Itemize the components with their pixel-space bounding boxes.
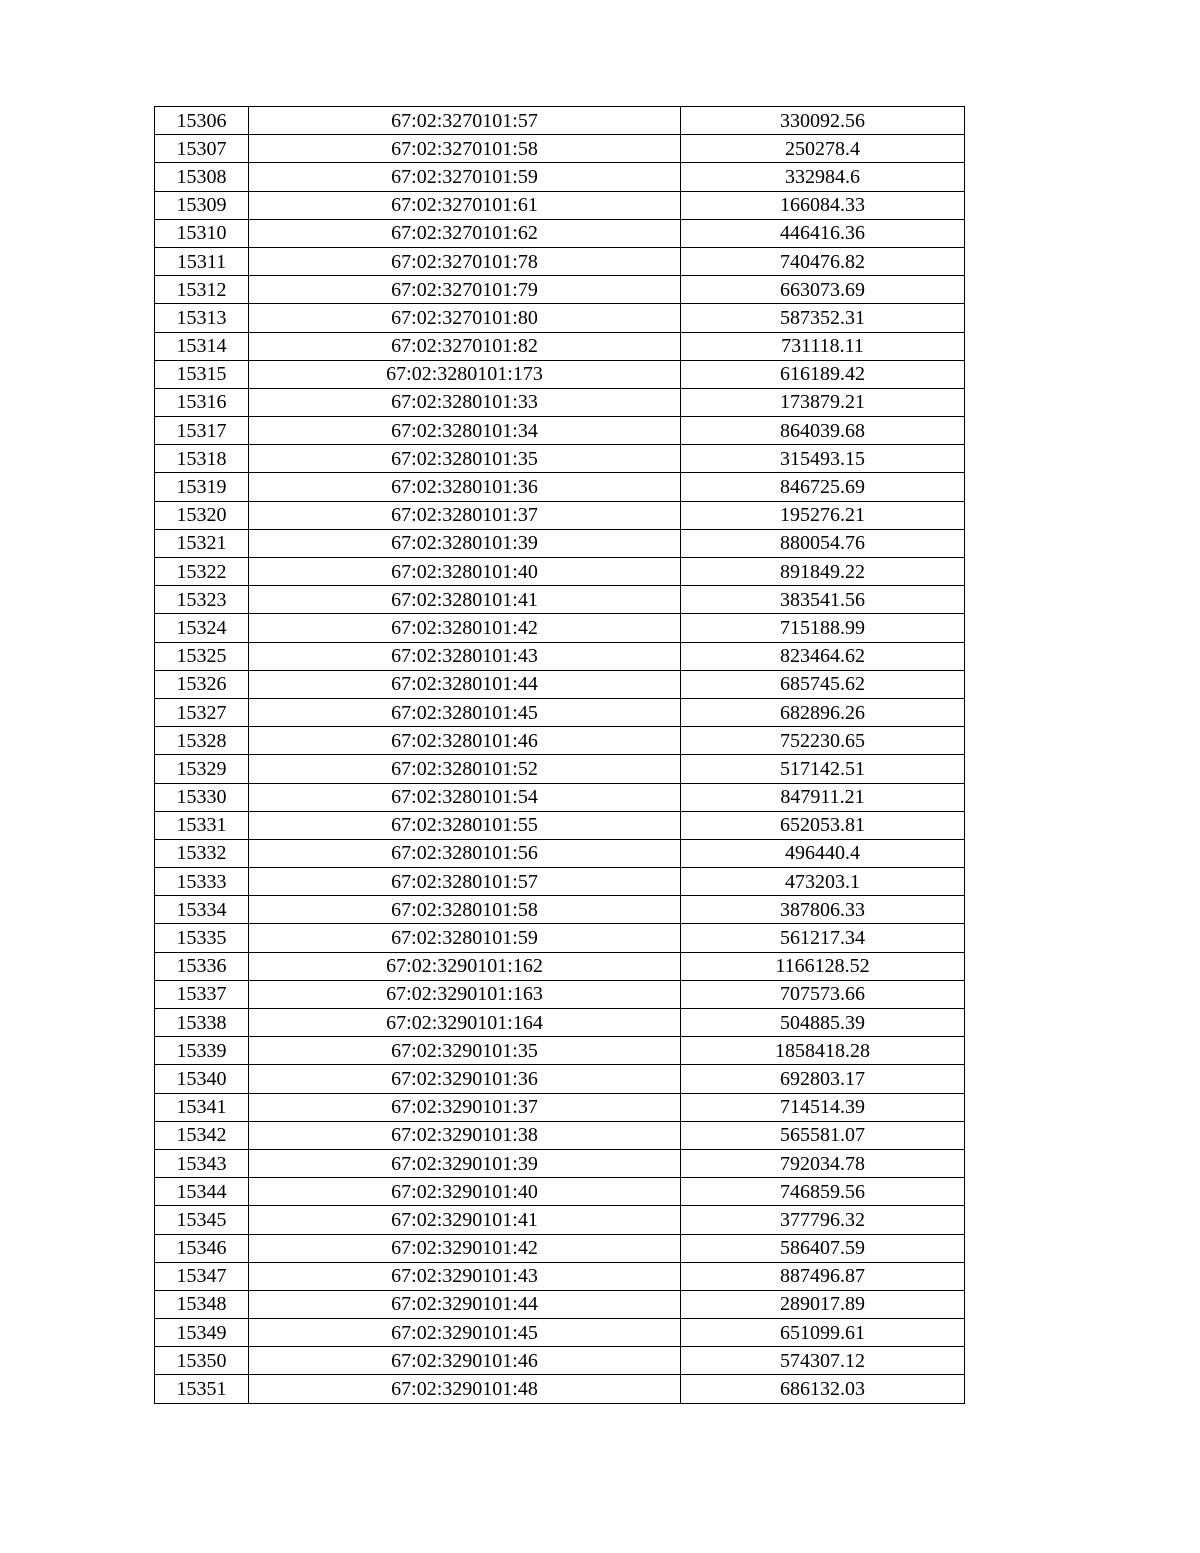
cadastral-number-cell: 67:02:3290101:42: [249, 1234, 681, 1262]
row-number-cell: 15329: [155, 755, 249, 783]
table-row: [155, 1290, 965, 1318]
row-number-cell: 15320: [155, 501, 249, 529]
row-number-cell: 15350: [155, 1347, 249, 1375]
cadastral-number-cell: 67:02:3280101:59: [249, 924, 681, 952]
value-cell: 446416.36: [681, 219, 965, 247]
table-row: [155, 360, 965, 388]
value-cell: 587352.31: [681, 304, 965, 332]
row-number-cell: 15322: [155, 558, 249, 586]
table-row: [155, 1065, 965, 1093]
row-number-cell: 15306: [155, 107, 249, 135]
row-number-cell: 15341: [155, 1093, 249, 1121]
value-cell: 565581.07: [681, 1121, 965, 1149]
row-number-cell: 15307: [155, 135, 249, 163]
cadastral-number-cell: 67:02:3290101:35: [249, 1037, 681, 1065]
cadastral-number-cell: 67:02:3290101:164: [249, 1009, 681, 1037]
value-cell: 517142.51: [681, 755, 965, 783]
cadastral-number-cell: 67:02:3280101:41: [249, 586, 681, 614]
value-cell: 387806.33: [681, 896, 965, 924]
value-cell: 1166128.52: [681, 952, 965, 980]
cadastral-number-cell: 67:02:3280101:46: [249, 727, 681, 755]
value-cell: 731118.11: [681, 332, 965, 360]
row-number-cell: 15345: [155, 1206, 249, 1234]
table-row: [155, 924, 965, 952]
cadastral-number-cell: 67:02:3290101:39: [249, 1149, 681, 1177]
cadastral-number-cell: 67:02:3290101:162: [249, 952, 681, 980]
row-number-cell: 15312: [155, 276, 249, 304]
row-number-cell: 15335: [155, 924, 249, 952]
value-cell: 792034.78: [681, 1149, 965, 1177]
value-cell: 195276.21: [681, 501, 965, 529]
value-cell: 864039.68: [681, 417, 965, 445]
cadastral-number-cell: 67:02:3280101:58: [249, 896, 681, 924]
cadastral-number-cell: 67:02:3280101:42: [249, 614, 681, 642]
value-cell: 1858418.28: [681, 1037, 965, 1065]
row-number-cell: 15336: [155, 952, 249, 980]
table-row: [155, 191, 965, 219]
row-number-cell: 15311: [155, 247, 249, 275]
table-row: [155, 1037, 965, 1065]
table-row: [155, 896, 965, 924]
row-number-cell: 15316: [155, 388, 249, 416]
table-row: [155, 445, 965, 473]
table-row: [155, 501, 965, 529]
row-number-cell: 15313: [155, 304, 249, 332]
table-row: [155, 304, 965, 332]
row-number-cell: 15348: [155, 1290, 249, 1318]
value-cell: 330092.56: [681, 107, 965, 135]
value-cell: 616189.42: [681, 360, 965, 388]
value-cell: 496440.4: [681, 839, 965, 867]
row-number-cell: 15308: [155, 163, 249, 191]
cadastral-number-cell: 67:02:3280101:52: [249, 755, 681, 783]
cadastral-number-cell: 67:02:3290101:41: [249, 1206, 681, 1234]
row-number-cell: 15343: [155, 1149, 249, 1177]
value-cell: 561217.34: [681, 924, 965, 952]
table-row: [155, 1347, 965, 1375]
cadastral-number-cell: 67:02:3270101:59: [249, 163, 681, 191]
row-number-cell: 15337: [155, 980, 249, 1008]
table-row: [155, 1149, 965, 1177]
cadastral-number-cell: 67:02:3280101:45: [249, 698, 681, 726]
row-number-cell: 15331: [155, 811, 249, 839]
row-number-cell: 15330: [155, 783, 249, 811]
cadastral-number-cell: 67:02:3280101:173: [249, 360, 681, 388]
table-row: [155, 783, 965, 811]
table-row: [155, 1234, 965, 1262]
table-row: [155, 868, 965, 896]
cadastral-number-cell: 67:02:3270101:61: [249, 191, 681, 219]
cadastral-number-cell: 67:02:3290101:38: [249, 1121, 681, 1149]
cadastral-number-cell: 67:02:3270101:57: [249, 107, 681, 135]
value-cell: 740476.82: [681, 247, 965, 275]
cadastral-number-cell: 67:02:3280101:44: [249, 670, 681, 698]
value-cell: 847911.21: [681, 783, 965, 811]
table-row: [155, 163, 965, 191]
table-row: [155, 332, 965, 360]
row-number-cell: 15325: [155, 642, 249, 670]
table-row: [155, 529, 965, 557]
cadastral-number-cell: 67:02:3290101:40: [249, 1178, 681, 1206]
cadastral-number-cell: 67:02:3280101:55: [249, 811, 681, 839]
cadastral-number-cell: 67:02:3290101:36: [249, 1065, 681, 1093]
table-row: [155, 586, 965, 614]
cadastral-number-cell: 67:02:3290101:163: [249, 980, 681, 1008]
table-row: [155, 1178, 965, 1206]
value-cell: 652053.81: [681, 811, 965, 839]
row-number-cell: 15338: [155, 1009, 249, 1037]
row-number-cell: 15342: [155, 1121, 249, 1149]
value-cell: 651099.61: [681, 1319, 965, 1347]
row-number-cell: 15309: [155, 191, 249, 219]
cadastral-number-cell: 67:02:3280101:37: [249, 501, 681, 529]
row-number-cell: 15340: [155, 1065, 249, 1093]
table-row: [155, 276, 965, 304]
table-row: [155, 980, 965, 1008]
table-row: [155, 614, 965, 642]
table-row: [155, 1319, 965, 1347]
row-number-cell: 15351: [155, 1375, 249, 1403]
cadastral-number-cell: 67:02:3290101:46: [249, 1347, 681, 1375]
cadastral-number-cell: 67:02:3270101:62: [249, 219, 681, 247]
row-number-cell: 15323: [155, 586, 249, 614]
table-row: [155, 1093, 965, 1121]
cadastral-number-cell: 67:02:3270101:79: [249, 276, 681, 304]
row-number-cell: 15327: [155, 698, 249, 726]
value-cell: 250278.4: [681, 135, 965, 163]
cadastral-number-cell: 67:02:3280101:35: [249, 445, 681, 473]
value-cell: 686132.03: [681, 1375, 965, 1403]
value-cell: 714514.39: [681, 1093, 965, 1121]
value-cell: 746859.56: [681, 1178, 965, 1206]
row-number-cell: 15324: [155, 614, 249, 642]
table-row: [155, 839, 965, 867]
value-cell: 663073.69: [681, 276, 965, 304]
table-body: [155, 107, 965, 1404]
row-number-cell: 15328: [155, 727, 249, 755]
row-number-cell: 15339: [155, 1037, 249, 1065]
row-number-cell: 15349: [155, 1319, 249, 1347]
row-number-cell: 15332: [155, 839, 249, 867]
table-row: [155, 1121, 965, 1149]
value-cell: 752230.65: [681, 727, 965, 755]
table-row: [155, 1262, 965, 1290]
value-cell: 707573.66: [681, 980, 965, 1008]
value-cell: 377796.32: [681, 1206, 965, 1234]
cadastral-number-cell: 67:02:3270101:78: [249, 247, 681, 275]
cadastral-number-cell: 67:02:3280101:57: [249, 868, 681, 896]
table-row: [155, 1375, 965, 1403]
value-cell: 846725.69: [681, 473, 965, 501]
cadastral-number-cell: 67:02:3280101:33: [249, 388, 681, 416]
table-row: [155, 642, 965, 670]
row-number-cell: 15347: [155, 1262, 249, 1290]
value-cell: 315493.15: [681, 445, 965, 473]
value-cell: 332984.6: [681, 163, 965, 191]
cadastral-number-cell: 67:02:3280101:39: [249, 529, 681, 557]
row-number-cell: 15326: [155, 670, 249, 698]
row-number-cell: 15314: [155, 332, 249, 360]
row-number-cell: 15321: [155, 529, 249, 557]
table-row: [155, 558, 965, 586]
row-number-cell: 15318: [155, 445, 249, 473]
table-row: [155, 1206, 965, 1234]
value-cell: 891849.22: [681, 558, 965, 586]
table-row: [155, 755, 965, 783]
value-cell: 823464.62: [681, 642, 965, 670]
row-number-cell: 15333: [155, 868, 249, 896]
value-cell: 887496.87: [681, 1262, 965, 1290]
table-row: [155, 219, 965, 247]
value-cell: 504885.39: [681, 1009, 965, 1037]
value-cell: 715188.99: [681, 614, 965, 642]
value-cell: 173879.21: [681, 388, 965, 416]
cadastral-number-cell: 67:02:3270101:80: [249, 304, 681, 332]
cadastral-number-cell: 67:02:3290101:43: [249, 1262, 681, 1290]
table-row: [155, 417, 965, 445]
cadastral-number-cell: 67:02:3290101:37: [249, 1093, 681, 1121]
table-row: [155, 698, 965, 726]
table-row: [155, 1009, 965, 1037]
value-cell: 685745.62: [681, 670, 965, 698]
value-cell: 682896.26: [681, 698, 965, 726]
table-row: [155, 388, 965, 416]
value-cell: 586407.59: [681, 1234, 965, 1262]
cadastral-number-cell: 67:02:3280101:56: [249, 839, 681, 867]
table-row: [155, 473, 965, 501]
cadastral-number-cell: 67:02:3270101:58: [249, 135, 681, 163]
table-row: [155, 135, 965, 163]
cadastral-number-cell: 67:02:3280101:36: [249, 473, 681, 501]
cadastral-number-cell: 67:02:3280101:34: [249, 417, 681, 445]
cadastral-value-table: [154, 106, 965, 1404]
row-number-cell: 15319: [155, 473, 249, 501]
table-row: [155, 727, 965, 755]
value-cell: 383541.56: [681, 586, 965, 614]
row-number-cell: 15334: [155, 896, 249, 924]
cadastral-number-cell: 67:02:3290101:45: [249, 1319, 681, 1347]
row-number-cell: 15310: [155, 219, 249, 247]
cadastral-number-cell: 67:02:3280101:40: [249, 558, 681, 586]
table-row: [155, 952, 965, 980]
row-number-cell: 15317: [155, 417, 249, 445]
table-row: [155, 811, 965, 839]
value-cell: 880054.76: [681, 529, 965, 557]
row-number-cell: 15315: [155, 360, 249, 388]
value-cell: 574307.12: [681, 1347, 965, 1375]
row-number-cell: 15346: [155, 1234, 249, 1262]
value-cell: 692803.17: [681, 1065, 965, 1093]
value-cell: 473203.1: [681, 868, 965, 896]
cadastral-number-cell: 67:02:3290101:44: [249, 1290, 681, 1318]
cadastral-number-cell: 67:02:3290101:48: [249, 1375, 681, 1403]
row-number-cell: 15344: [155, 1178, 249, 1206]
cadastral-number-cell: 67:02:3280101:54: [249, 783, 681, 811]
table-row: [155, 107, 965, 135]
value-cell: 166084.33: [681, 191, 965, 219]
cadastral-number-cell: 67:02:3270101:82: [249, 332, 681, 360]
value-cell: 289017.89: [681, 1290, 965, 1318]
table-row: [155, 670, 965, 698]
table-row: [155, 247, 965, 275]
cadastral-number-cell: 67:02:3280101:43: [249, 642, 681, 670]
